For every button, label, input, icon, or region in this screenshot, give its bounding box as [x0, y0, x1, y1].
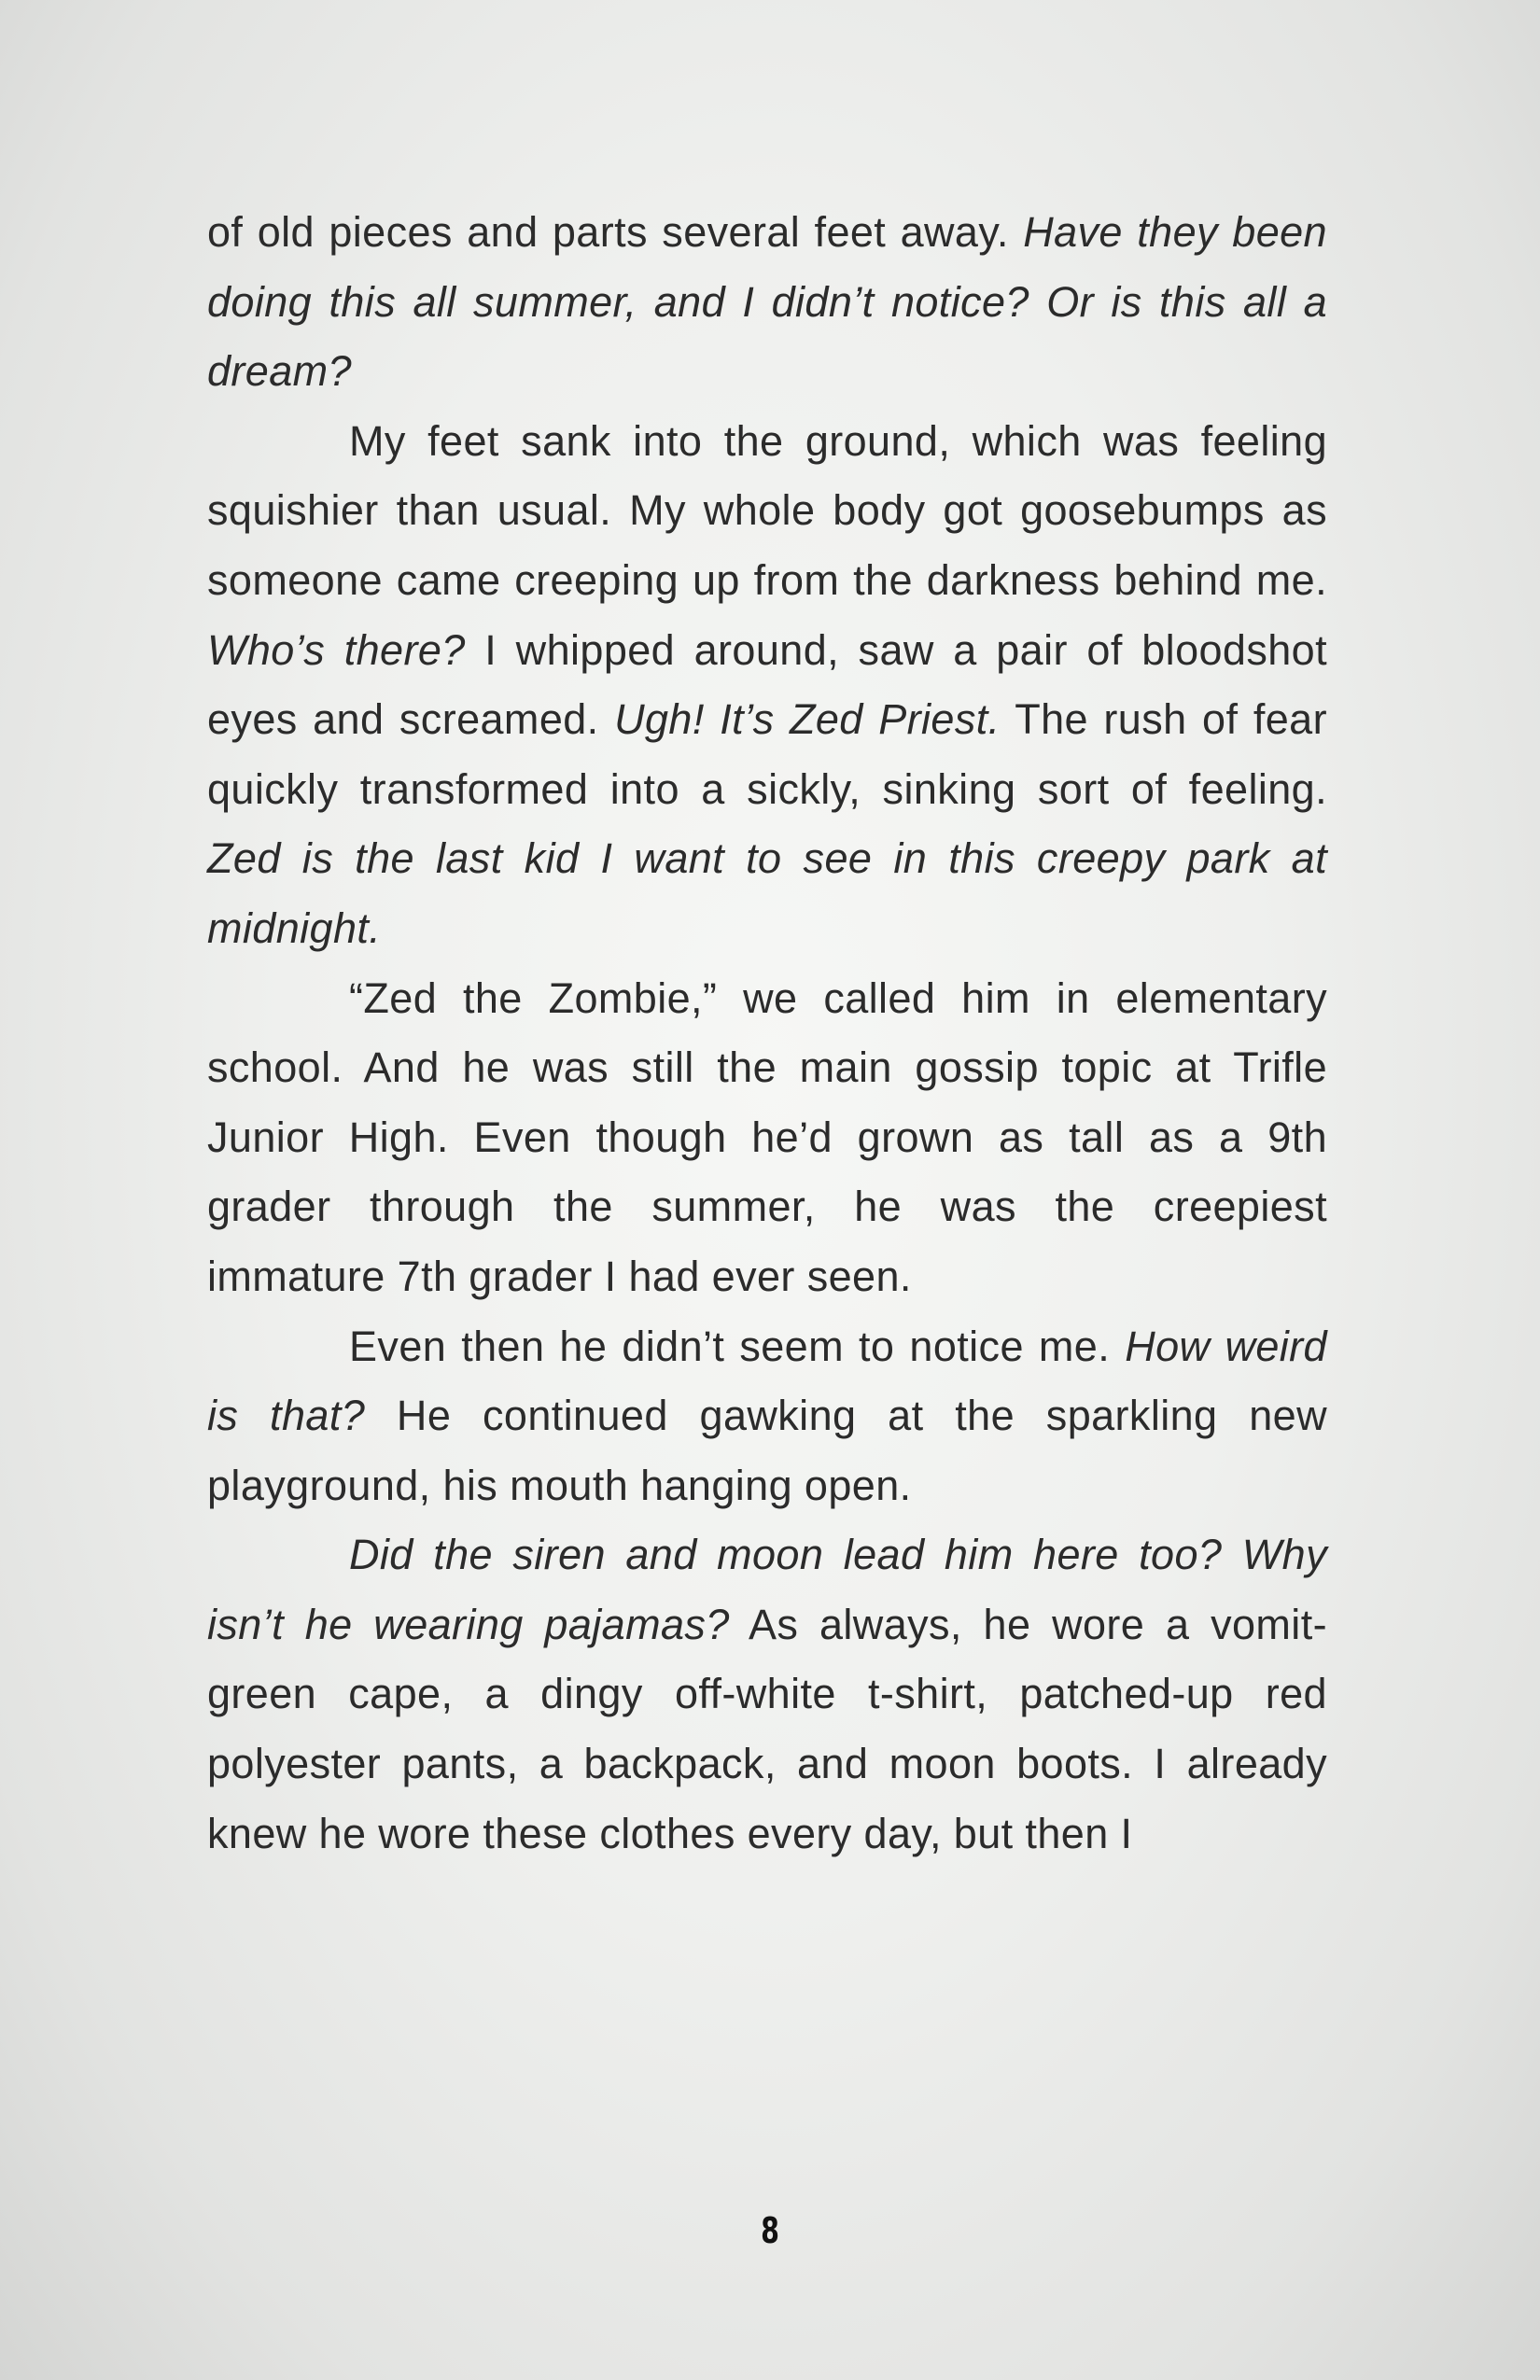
paragraph-5: Did the siren and moon lead him here too? Why isn’t he wearing pajamas? As always, he wore a vomit-green cape, a dingy off-white t-shirt, patched-up red polyester pants, a backpack, and moon boots. I already knew he wore these clothes every day, but then I: [207, 1531, 1327, 1857]
page-number: 8: [761, 2210, 779, 2251]
paragraph-2: My feet sank into the ground, which was feeling squishier than usual. My whole body got goosebumps as someone came creeping up from the darkness behind me. Who’s there? I whipped around, saw a pair of bloodshot eyes and screamed. Ugh! It’s Zed Priest. The rush of fear quickly transformed into a sickly, sinking sort of feeling. Zed is the last kid I want to see in this creepy park at midnight.: [207, 416, 1328, 952]
paragraph-4: Even then he didn’t seem to notice me. How weird is that? He continued gawking at the sparkling new playground, his mouth hanging open.: [207, 1322, 1327, 1509]
paragraph-3: “Zed the Zombie,” we called him in elementary school. And he was still the main gossip topic at Trifle Junior High. Even though he’d grown as tall as a 9th grader through the summer, he was the creepiest immature 7th grader I had ever seen.: [207, 973, 1327, 1300]
paragraph-1: of old pieces and parts several feet away. Have they been doing this all summer, and I didn’t notice? Or is this all a dream?: [207, 208, 1327, 396]
body-text: [207, 198, 1327, 1869]
